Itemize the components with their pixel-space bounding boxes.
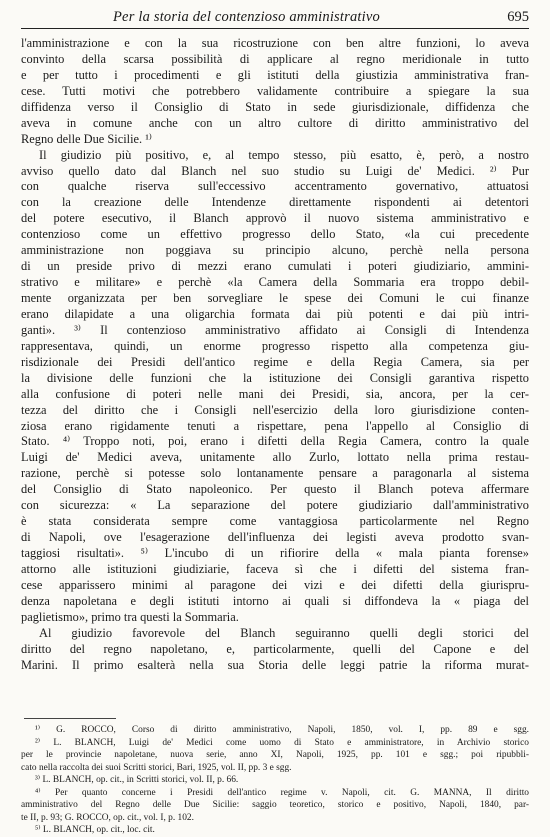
text-line: razione, perchè si potesse solo lontanamente pensare a paragonarla al sistema [21, 466, 529, 481]
text-line: Stato. ⁴⁾ Troppo noti, poi, erano i difetti della Regia Camera, contro la quale [21, 434, 529, 449]
text-line: Il giudizio più positivo, e, al tempo stesso, più esatto, è, però, a nostro [39, 147, 529, 162]
text-line: amministrazione non poggiava su principio alcuno, perchè nella persona [21, 243, 529, 258]
text-line: attorno alle istituzioni giudiziarie, faceva sì che i difetti del sistema fran- [21, 561, 529, 576]
footnote-line: te II, p. 93; G. ROCCO, op. cit., vol. I, p. 102. [21, 812, 194, 823]
body-text [21, 36, 529, 674]
footnote-line: cato nella raccolta dei suoi Scritti storici, Bari, 1925, vol. II, pp. 3 e sgg. [21, 762, 292, 773]
footnote-line: ⁴⁾ Per quanto concerne i Presidi dell'antico regime v. Napoli, cit. G. MANNA, Il diritto [35, 787, 529, 798]
text-line: cese. Tutti motivi che potrebbero validamente contribuire a spiegare la sua [21, 83, 529, 98]
text-line: avviso quello dato dal Blanch nel suo studio su Luigi de' Medici. ²⁾ Pur [21, 163, 529, 178]
text-line: Luigi de' Medici aveva, unitamente allo Zurlo, lottato nella prima restau- [21, 450, 529, 465]
text-line: di un preside privo di mezzi erano cumulati i poteri giudiziario, ammini- [21, 259, 529, 274]
text-line: l'amministrazione e con la sua ricostruzione con ben altre funzioni, lo aveva [21, 36, 529, 50]
text-line: alla confusione di poteri nelle mani dei Presidi, sia, ancora, per la cer- [21, 386, 529, 401]
text-line: mente organizzata per ben sorvegliare le spese dei Comuni le cui finanze [21, 291, 529, 305]
text-line: tezza del diritto che i Consigli nell'esercizio della loro giurisdizione conten- [21, 402, 529, 417]
footnote-line: ¹⁾ G. ROCCO, Corso di diritto amministrativo, Napoli, 1850, vol. I, pp. 89 e sgg. [35, 725, 529, 735]
footnote-separator [24, 718, 116, 719]
text-line: denza napoletana e degli istituti intorno ai quali si diffondeva la « piaga del [21, 593, 529, 608]
page-number: 695 [507, 9, 529, 25]
text-line: di Napoli, ove l'esagerazione dell'influenza dei legisti aveva prodotto svan- [21, 530, 529, 545]
text-line: Regno delle Due Sicilie. ¹⁾ [21, 131, 152, 146]
text-line: Marini. Il primo esalterà nella sua Storia delle leggi patrie la riforma murat- [21, 657, 529, 672]
running-title: Per la storia del contenzioso amministrativo [113, 9, 380, 25]
text-line: taggiosi risultati». ⁵⁾ L'incubo di un rifiorire della « mala pianta forense» [21, 546, 529, 560]
text-line: ziosa erano rigidamente tenuti a rispettare, pena l'appello al Consiglio di [21, 418, 529, 433]
text-line: aveva in comune anche con un altro cultore di diritto amministrativo del [21, 115, 529, 130]
footnote-line: ²⁾ L. BLANCH, Luigi de' Medici come uomo di Stato e amministratore, in Archivio storico [35, 737, 529, 748]
text-line: e per tutto i procedimenti e gli istituti della giustizia amministrativa fran- [21, 67, 529, 82]
footnote-line: amministrativo del Regno delle Due Sicilie: saggio teoretico, storico e positivo, Napoli, 1840, par- [21, 800, 529, 810]
text-line: del Consiglio di Stato napoleonico. Per questo il Blanch poteva affermare [21, 482, 529, 497]
footnote-line: ³⁾ L. BLANCH, op. cit., in Scritti storici, vol. II, p. 66. [35, 775, 239, 785]
text-line: diritto del regno napoletano, e, particolarmente, quelli del Capone e del [21, 641, 529, 656]
text-line: risdizionale dei Presidi dell'antico regime e della Regia Camera, sia per [21, 354, 529, 369]
running-header [21, 8, 529, 29]
text-line: contenzioso come un effettivo progresso dello Stato, «la cui precedente [21, 227, 529, 242]
footnotes [21, 724, 529, 837]
footnote-line: ⁵⁾ L. BLANCH, op. cit., loc. cit. [35, 825, 155, 835]
text-line: strativo e militare» e perchè «la Camera della Sommaria era troppo debil- [21, 275, 529, 290]
footnote-line: per le provincie napoletane, nuova serie, anno XI, Napoli, 1925, pp. 101 e sgg.; poi ripubbli- [21, 750, 529, 760]
text-line: cese apparissero minimi al paragone dei vizi e dei difetti della giurispru- [21, 577, 529, 592]
text-line: erano dilapidate a una oligarchia formata dai più potenti e dai più intri- [21, 306, 529, 321]
text-line: paglietismo», primo tra questi la Sommaria. [21, 609, 239, 624]
text-line: diffidenza verso il Consiglio di Stato in sede giurisdizionale, diffidenza che [21, 99, 529, 114]
text-line: è stata considerata sempre come vantaggiosa particolarmente nel Regno [21, 514, 529, 529]
text-line: con la creazione delle Intendenze direttamente rispondenti ai detentori [21, 195, 529, 210]
text-line: Al giudizio favorevole del Blanch seguiranno quelli degli storici del [39, 625, 529, 640]
text-line: convinto della scarsa possibilità di applicare al regno meridionale in tutto [21, 51, 529, 66]
text-line: con qualche riserva sull'eccessivo accentramento governativo, attuatosi [21, 179, 529, 194]
text-line: ganti». ³⁾ Il contenzioso amministrativo affidato ai Consigli di Intendenza [21, 322, 529, 337]
text-line: del potere esecutivo, il Blanch approvò il nuovo sistema amministrativo e [21, 211, 529, 226]
text-line: la divisione delle funzioni che la istituzione dei Consigli garantiva rispetto [21, 370, 529, 385]
text-line: con sicurezza: « La separazione del potere giudiziario dall'amministrativo [21, 498, 529, 513]
text-line: rappresentava, quindi, un enorme progresso rispetto alla competenza giu- [21, 338, 529, 353]
